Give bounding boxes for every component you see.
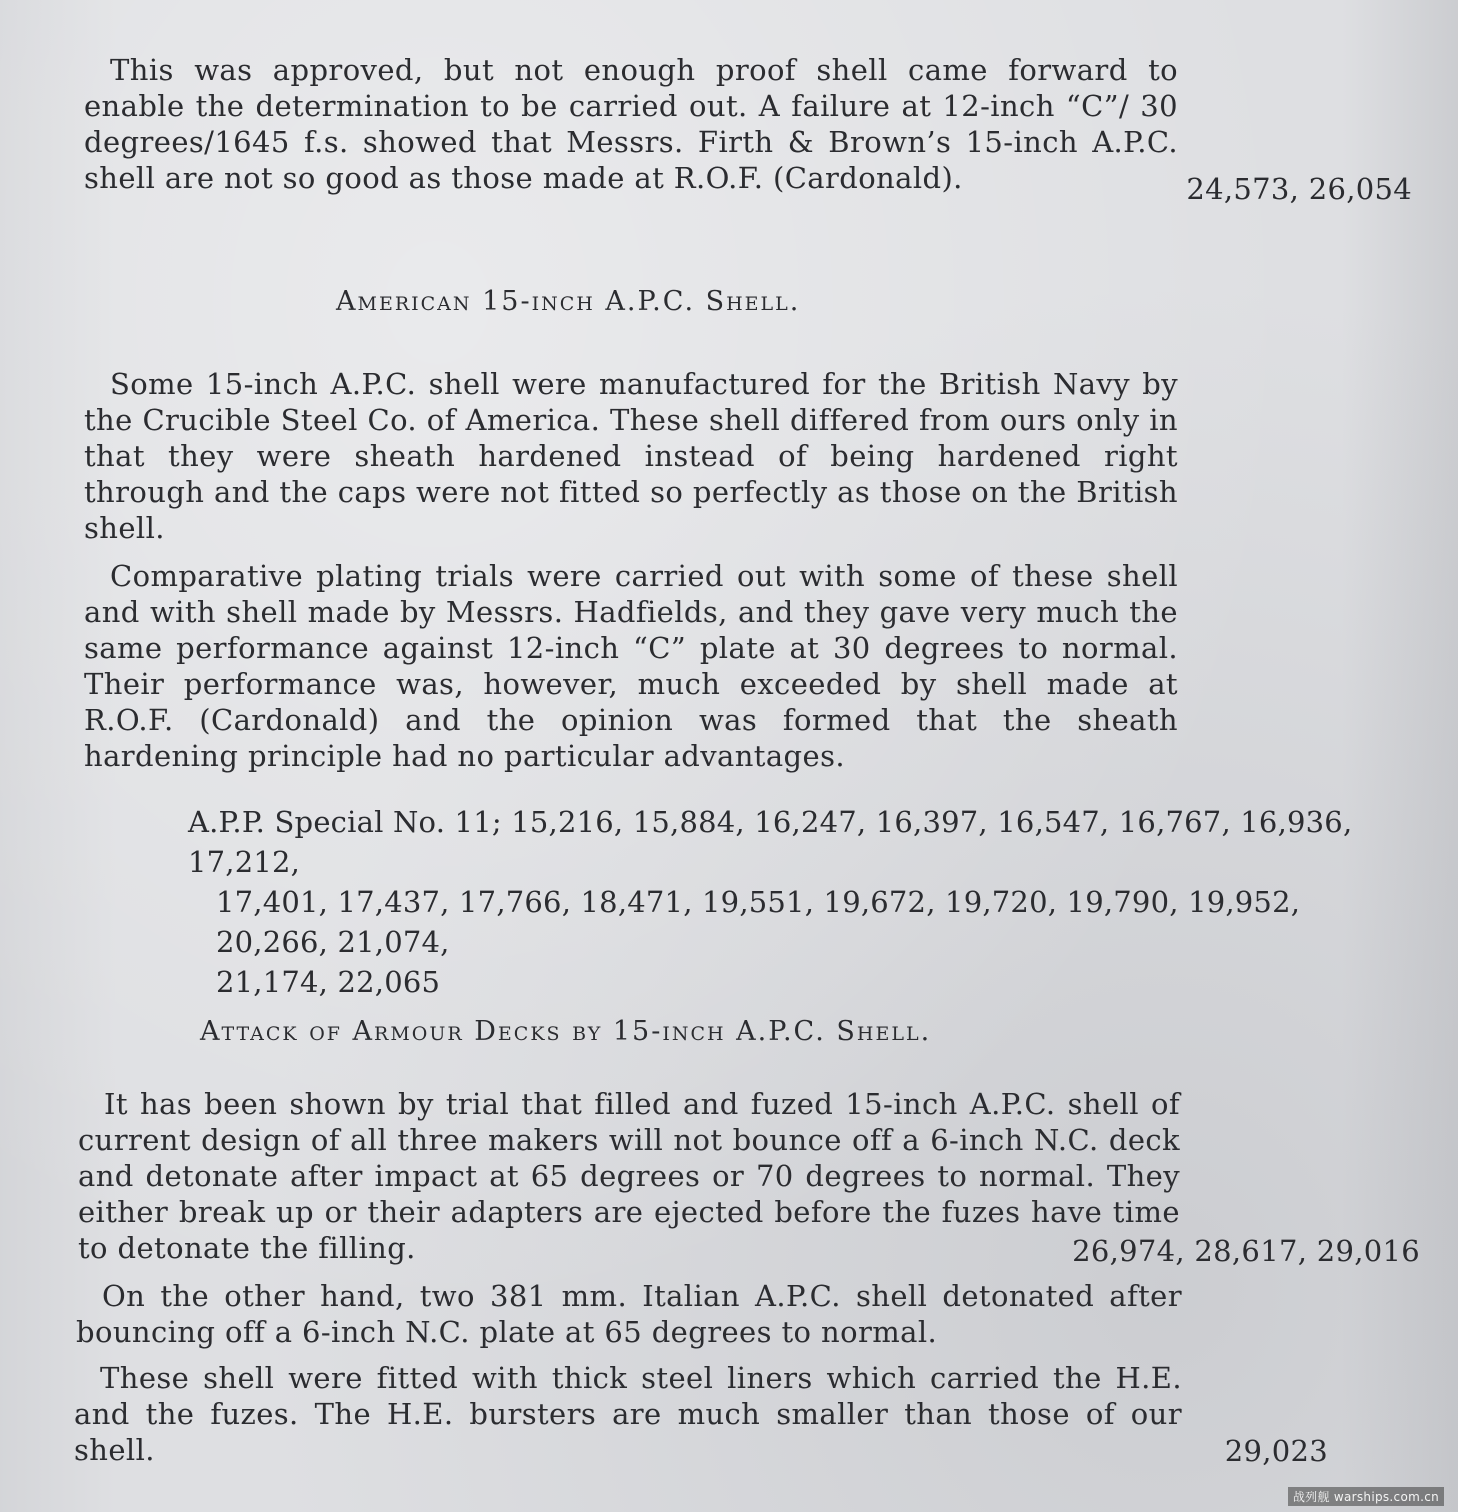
american-paragraph-2 <box>84 558 1178 774</box>
american-paragraph-2-text: Comparative plating trials were carried out with some of these shell and with shell made by Messrs. Hadfields, and they gave very much the same performance against 12-inch “C” plate at 30 degrees to normal. Their performance was, however, much exceeded by shell made at R.O.F. (Cardonald) and the opinion was formed that the sheath hardening principle had no particular advantages. <box>84 559 1178 773</box>
decks-paragraph-3-text: These shell were fitted with thick steel liners which carried the H.E. and the fuzes. The H.E. bursters are much smaller than those of our shell. <box>74 1361 1182 1467</box>
intro-paragraph-text: This was approved, but not enough proof shell came forward to enable the determination to be carried out. A failure at 12-inch “C”/ 30 degrees/1645 f.s. showed that Messrs. Firth & Brown’s 15-inch A.P.C. shell are not so good as those made at R.O.F. (Cardonald). <box>84 53 1178 195</box>
american-references-line-1: A.P.P. Special No. 11; 15,216, 15,884, 16,247, 16,397, 16,547, 16,767, 16,936, 17,212, <box>188 805 1353 879</box>
decks-paragraph-2-text: On the other hand, two 381 mm. Italian A.P.C. shell detonated after bouncing off a 6-inch N.C. plate at 65 degrees to normal. <box>76 1279 1182 1349</box>
armour-decks-heading: Attack of Armour Decks by 15-inch A.P.C. Shell. <box>200 1016 932 1047</box>
american-paragraph-1-text: Some 15-inch A.P.C. shell were manufactured for the British Navy by the Crucible Steel Co. of America. These shell differed from ours only in that they were sheath hardened instead of being hardened right through and the caps were not fitted so perfectly as those on the British shell. <box>84 367 1178 545</box>
decks-references-2: 29,023 <box>1224 1434 1328 1468</box>
intro-paragraph <box>84 52 1178 196</box>
intro-references: 24,573, 26,054 <box>1186 172 1412 206</box>
american-references <box>188 802 1420 1002</box>
decks-paragraph-3 <box>74 1360 1182 1468</box>
american-references-line-3: 21,174, 22,065 <box>216 965 441 999</box>
site-watermark: 战列舰 warships.com.cn <box>1288 1487 1444 1506</box>
decks-references-1: 26,974, 28,617, 29,016 <box>1072 1234 1420 1268</box>
american-shell-heading: American 15-inch A.P.C. Shell. <box>336 286 801 317</box>
american-references-line-2: 17,401, 17,437, 17,766, 18,471, 19,551, 19,672, 19,720, 19,790, 19,952, 20,266, 21,074, <box>216 885 1301 959</box>
decks-paragraph-1 <box>78 1086 1180 1266</box>
american-paragraph-1 <box>84 366 1178 546</box>
decks-paragraph-2 <box>76 1278 1182 1350</box>
decks-paragraph-1-text: It has been shown by trial that filled and fuzed 15-inch A.P.C. shell of current design of all three makers will not bounce off a 6-inch N.C. deck and detonate after impact at 65 degrees or 70 degrees to normal. They either break up or their adapters are ejected before the fuzes have time to detonate the filling. <box>78 1087 1180 1265</box>
